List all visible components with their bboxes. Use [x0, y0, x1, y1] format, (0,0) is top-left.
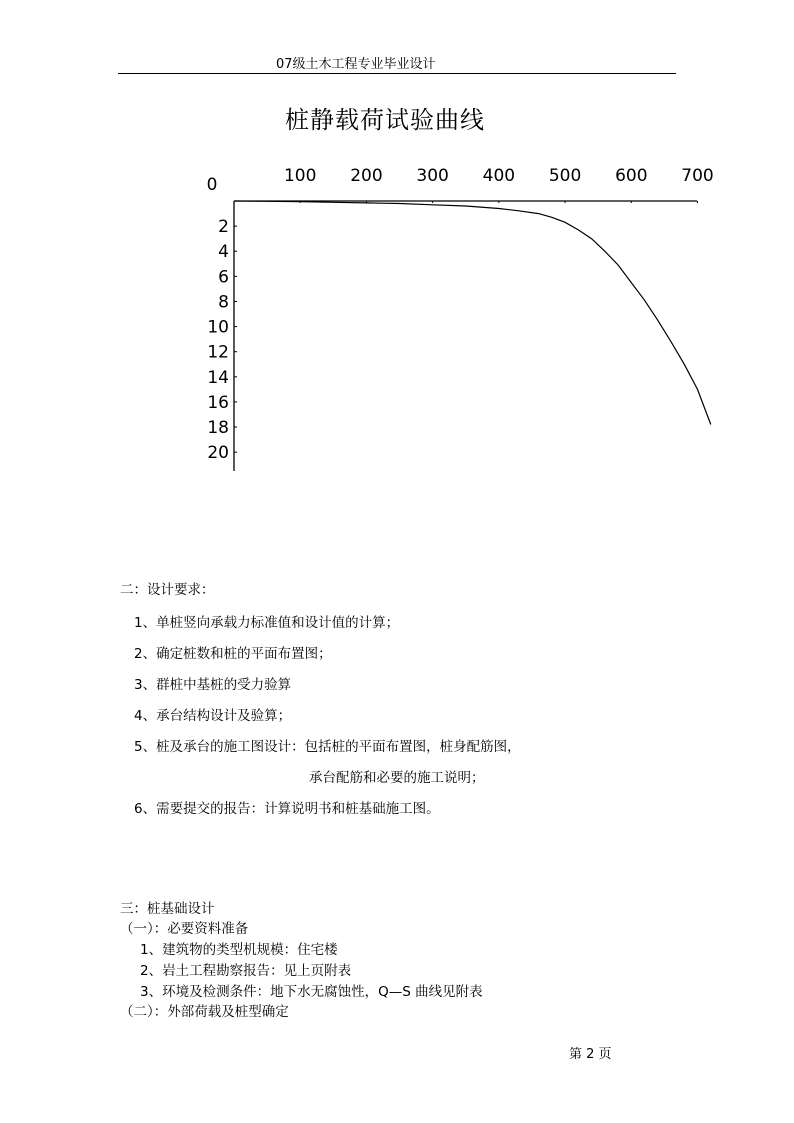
y-tick-label: 18 — [207, 418, 229, 439]
subsection-heading: （二）：外部荷载及桩型确定 — [120, 1004, 289, 1020]
pile-design-item: 3、环境及检测条件：地下水无腐蚀性，Q—S 曲线见附表 — [140, 984, 483, 1000]
x-tick-label: 200 — [350, 166, 383, 186]
chart-title: 桩静载荷试验曲线 — [285, 106, 485, 134]
requirement-item: 6、需要提交的报告：计算说明书和桩基础施工图。 — [134, 801, 440, 817]
requirement-item: 3、群桩中基桩的受力验算 — [134, 677, 292, 693]
y-tick-label: 4 — [218, 242, 229, 263]
x-tick-label: 100 — [283, 166, 317, 186]
x-tick-label: 600 — [615, 166, 648, 186]
section-heading-requirements: 二：设计要求： — [120, 582, 215, 598]
q-s-curve — [234, 201, 711, 425]
load-settlement-chart — [190, 155, 714, 480]
y-tick-label: 16 — [207, 392, 229, 413]
pile-design-item: 2、岩土工程勘察报告：见上页附表 — [140, 963, 352, 979]
y-tick-label: 6 — [218, 267, 229, 288]
y-tick-label: 8 — [218, 292, 229, 313]
y-tick-label: 14 — [207, 367, 229, 388]
requirement-item: 4、承台结构设计及验算； — [134, 708, 292, 724]
requirement-item: 5、桩及承台的施工图设计：包括桩的平面布置图，桩身配筋图， — [134, 739, 521, 755]
y-tick-label: 12 — [207, 342, 229, 363]
y-tick-label: 10 — [207, 317, 229, 338]
x-tick-label: 400 — [482, 166, 516, 186]
x-tick-label: 700 — [681, 166, 714, 186]
requirement-item-continuation: 承台配筋和必要的施工说明； — [309, 770, 485, 786]
requirement-item: 1、单桩竖向承载力标准值和设计值的计算； — [134, 615, 400, 631]
x-origin-label: 0 — [206, 175, 218, 195]
header-rule — [118, 73, 676, 74]
x-tick-label: 300 — [416, 166, 449, 186]
y-tick-label: 20 — [207, 443, 229, 464]
page-number: 第 2 页 — [569, 1047, 612, 1062]
running-header: 07级土木工程专业毕业设计 — [276, 57, 436, 72]
requirement-item: 2、确定桩数和桩的平面布置图； — [134, 646, 332, 662]
section-heading-pile-design: 三：桩基础设计 — [120, 901, 215, 917]
pile-design-item: 1、建筑物的类型机规模：住宅楼 — [140, 942, 338, 958]
y-tick-label: 2 — [218, 217, 229, 238]
subsection-heading: （一）：必要资料准备 — [120, 921, 249, 937]
x-tick-label: 500 — [548, 166, 582, 186]
